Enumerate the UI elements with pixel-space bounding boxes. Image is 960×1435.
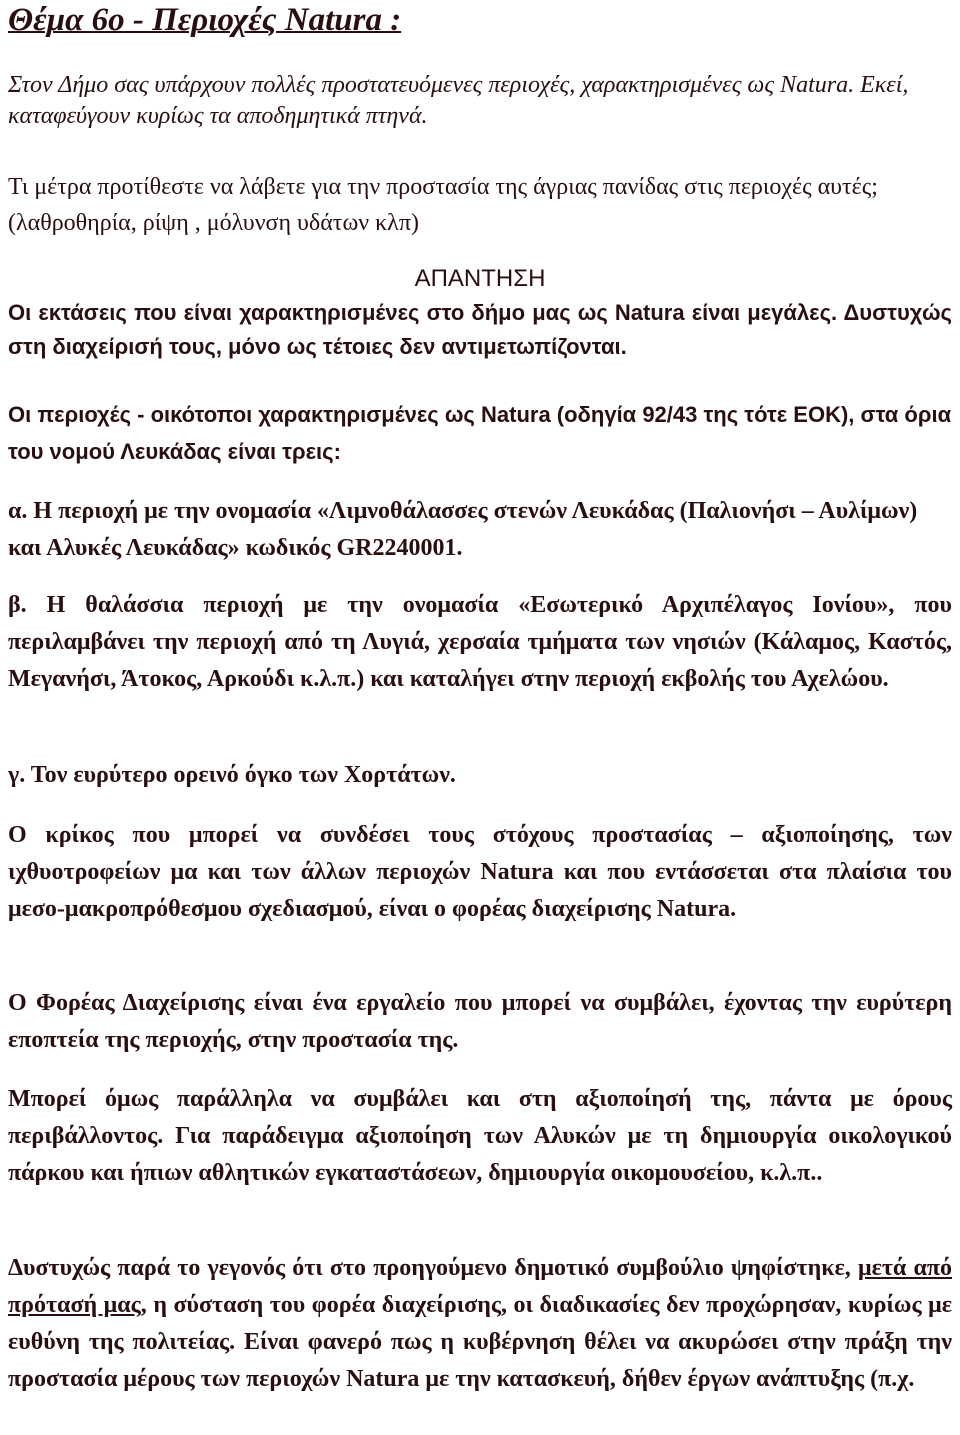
paragraph-unfortunately-start: Δυστυχώς παρά το γεγονός ότι στο προηγούμενο δημοτικό συμβούλιο ψηφίστηκε, <box>8 1255 858 1281</box>
answer-paragraph-2: Οι περιοχές - οικότοποι χαρακτηρισμένες ως Natura (οδηγία 92/43 της τότε ΕΟΚ), στα όρια του νομού Λευκάδας είναι τρεις: <box>8 402 952 464</box>
intro-paragraph: Στον Δήμο σας υπάρχουν πολλές προστατευόμενες περιοχές, χαρακτηρισμένες ως Natura. Εκεί, καταφεύγουν κυρίως τα αποδημητικά πτηνά. <box>8 72 909 129</box>
paragraph-unfortunately <box>8 1250 952 1398</box>
answer-heading: ΑΠΑΝΤΗΣΗ <box>414 265 546 292</box>
question-paragraph: Τι μέτρα προτίθεστε να λάβετε για την προστασία της άγριας πανίδας στις περιοχές αυτές; (λαθροθηρία, ρίψη , μόλυνση υδάτων κλπ) <box>8 174 878 236</box>
underlined-proposal: μετά από πρότασή μας <box>8 1255 953 1318</box>
paragraph-unfortunately-end: , η σύσταση του φορέα διαχείρισης, οι διαδικασίες δεν προχώρησαν, κυρίως με ευθύνη της πολιτείας. Είναι φανερό πως η κυβέρνηση θέλει να ακυρώσει στην πράξη την προστασία μέρους των περιοχών Natura με την κατασκευή, δήθεν έργων ανάπτυξης (π.χ. <box>8 1292 952 1392</box>
answer-paragraph-1: Οι εκτάσεις που είναι χαρακτηρισμένες στο δήμο μας ως Natura είναι μεγάλες. Δυστυχώς στη διαχείρισή τους, μόνο ως τέτοιες δεν αντιμετωπίζονται. <box>8 300 952 359</box>
page-title: Θέμα 6ο - Περιοχές Natura : <box>8 2 402 38</box>
list-item-b: β. Η θαλάσσια περιοχή με την ονομασία «Εσωτερικό Αρχιπέλαγος Ιονίου», που περιλαμβάνει την περιοχή από τη Λυγιά, χερσαία τμήματα των νησιών (Κάλαμος, Καστός, Μεγανήσι, Άτοκος, Αρκούδι κ.λ.π.) και καταλήγει στην περιοχή εκβολής του Αχελώου. <box>8 592 952 692</box>
paragraph-utilization: Μπορεί όμως παράλληλα να συμβάλει και στη αξιοποίησή της, πάντα με όρους περιβάλλοντος. Για παράδειγμα αξιοποίηση των Αλυκών με τη δημιουργία οικολογικού πάρκου και ήπιων αθλητικών εγκαταστάσεων, δημιουργία οικομουσείου, κ.λ.π.. <box>8 1086 952 1186</box>
list-item-g: γ. Τον ευρύτερο ορεινό όγκο των Χορτάτων. <box>8 762 456 788</box>
list-item-a: α. Η περιοχή με την ονομασία «Λιμνοθάλασσες στενών Λευκάδας (Παλιονήσι – Αυλίμων) και Αλυκές Λευκάδας» κωδικός GR2240001. <box>8 498 918 561</box>
paragraph-management-link: Ο κρίκος που μπορεί να συνδέσει τους στόχους προστασίας – αξιοποίησης, των ιχθυοτροφείων μα και των άλλων περιοχών Natura και που εντάσσεται στα πλαίσια του μεσο-μακροπρόθεσμου σχεδιασμού, είναι ο φορέας διαχείρισης Natura. <box>8 822 952 922</box>
paragraph-management-body: Ο Φορέας Διαχείρισης είναι ένα εργαλείο που μπορεί να συμβάλει, έχοντας την ευρύτερη εποπτεία της περιοχής, στην προστασία της. <box>8 990 952 1053</box>
